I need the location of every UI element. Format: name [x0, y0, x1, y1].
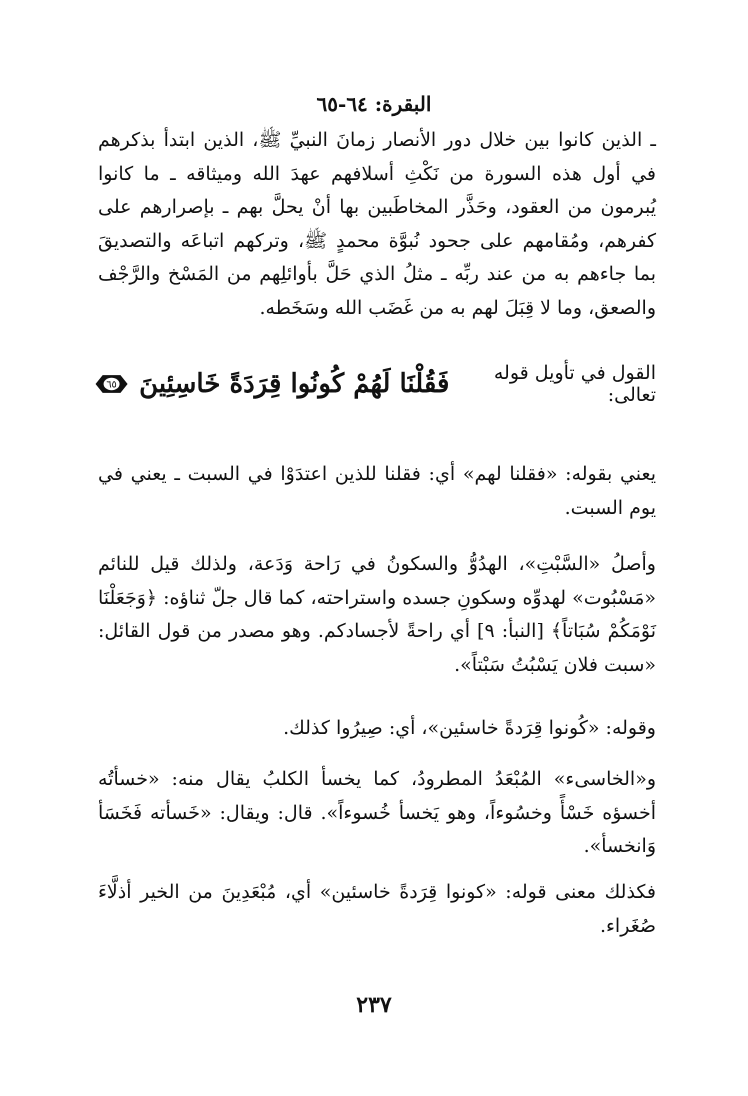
paragraph-intro-continuation: ـ الذين كانوا بين خلال دور الأنصار زمانَ النبيِّ ﷺ، الذين ابتدأ بذكرهم في أول هذه السورة من نَكْثِ أسلافهم عهدَ الله وميثاقه ـ ما كانوا يُبرمون من العقود، وحَذَّر المخاطَبين بها أنْ يحلَّ بهم ـ بإصرارهم على كفرهم، ومُقامهم على جحود نُبوَّة محمدٍ ﷺ، وتركهم اتباعَه والتصديقَ بما جاءهم به من عند ربِّه ـ مثلُ الذي حَلَّ بأوائلِهم من المَسْخ والرَّجْف والصعق، وما لا قِبَلَ لهم به من غَضَب الله وسَخَطه.	[98, 129, 656, 319]
page-number: ٢٣٧	[356, 992, 392, 1018]
ayah-number: ٦٥	[106, 379, 117, 391]
verse-heading	[92, 362, 656, 406]
verse-heading-label: القول في تأويل قوله تعالى:	[493, 362, 656, 406]
running-head: البقرة: ٦٤-٦٥	[316, 92, 432, 116]
paragraph-kunu-qiradatan: وقوله: «كُونوا قِرَدةً خاسئين»، أي: صِيرُوا كذلك.	[283, 717, 656, 739]
paragraph-al-khasi: و«الخاسىء» المُبْعَدُ المطرودُ، كما يخسأ الكلبُ يقال منه: «خسأتُه أخسؤه خَسْأً وخسُوءاً، وهو يَخسأ خُسوءاً». قال: ويقال: «خَسأته فَخَسَأ وَانخسأ».	[98, 768, 656, 857]
ayah-end-marker-icon	[92, 371, 131, 397]
quran-verse-text: فَقُلْنَا لَهُمْ كُونُوا قِرَدَةً خَاسِئِينَ	[139, 369, 450, 399]
paragraph-origin-of-sabt: وأصلُ «السَّبْتِ»، الهدُوُّ والسكونُ في رَاحة وَدَعة، ولذلك قيل للنائم «مَسْبُوت» لهدوِّه وسكونِ جسده واستراحته، كما قال جلّ ثناؤه: ﴿وَجَعَلْنَا نَوْمَكُمْ سُبَاتاً﴾ [النبأ: ٩] أي راحةً لأجسادكم. وهو مصدر من قول القائل: «سبت فلان يَسْبُتُ سَبْتاً».	[98, 553, 657, 676]
paragraph-conclusion: فكذلك معنى قوله: «كونوا قِرَدةً خاسئين» أي، مُبْعَدِينَ من الخير أذلَّاءَ صُغَراء.	[98, 881, 656, 937]
paragraph-meaning-of-faqulna: يعني بقوله: «فقلنا لهم» أي: فقلنا للذين اعتدَوْا في السبت ـ يعني في يوم السبت.	[98, 463, 656, 519]
